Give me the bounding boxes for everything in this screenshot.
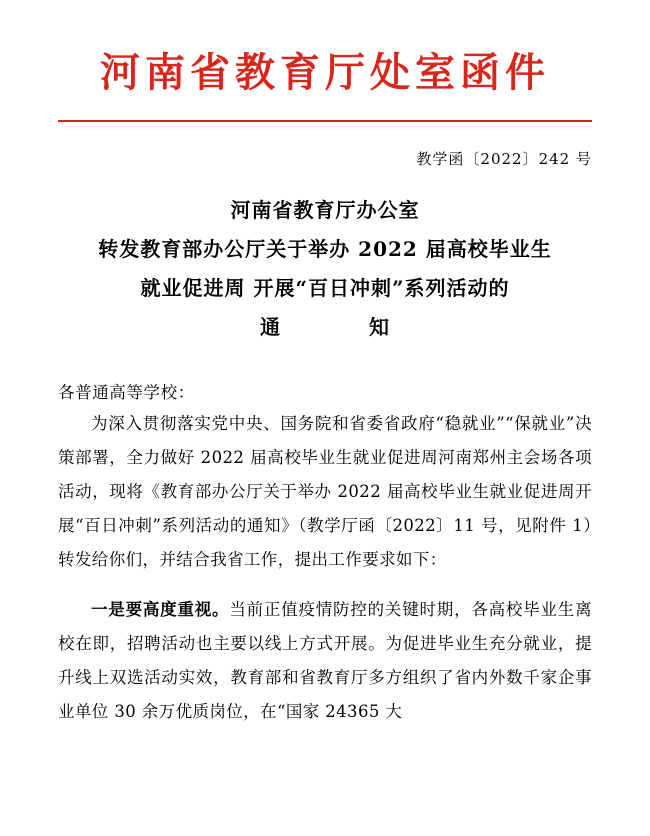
title-line-3: 就业促进周 开展“百日冲刺”系列活动的 xyxy=(140,276,510,300)
body-paragraph-1: 为深入贯彻落实党中央、国务院和省委省政府“稳就业”“保就业”决策部署，全力做好 2022 届高校毕业生就业促进周河南郑州主会场各项活动，现将《教育部办公厅关于举办 2022 届高校毕业生就业促进周开展“百日冲刺”系列活动的通知》（教学厅函〔2022〕11 号，见附件 1）转发给你们，并结合我省工作，提出工作要求如下： xyxy=(58,414,592,569)
body-paragraph-2-bold-prefix: 一是要高度重视。 xyxy=(91,600,230,620)
salutation: 各普通高等学校： xyxy=(58,383,195,402)
title-line-4-first: 通 xyxy=(260,315,282,339)
title-line-4 xyxy=(58,308,592,347)
title-line-2: 转发教育部办公厅关于举办 2022 届高校毕业生 xyxy=(98,237,552,261)
body-paragraph-2-text: 当前正值疫情防控的关键时期，各高校毕业生离校在即，招聘活动也主要以线上方式开展。为促进毕业生充分就业，提升线上双选活动实效，教育部和省教育厅多方组织了省内外数千家企事业单位 30 余万优质岗位，在“国家 24365 大 xyxy=(58,600,592,722)
body-paragraph-2 xyxy=(58,593,592,729)
document-number: 教学函〔2022〕242 号 xyxy=(416,150,592,168)
letterhead xyxy=(58,0,592,98)
letterhead-red-rule xyxy=(58,120,592,122)
letterhead-title: 河南省教育厅处室函件 xyxy=(100,49,550,96)
title-line-1: 河南省教育厅办公室 xyxy=(230,198,420,222)
title-line-4-second: 知 xyxy=(368,315,390,339)
document-title xyxy=(58,191,592,347)
